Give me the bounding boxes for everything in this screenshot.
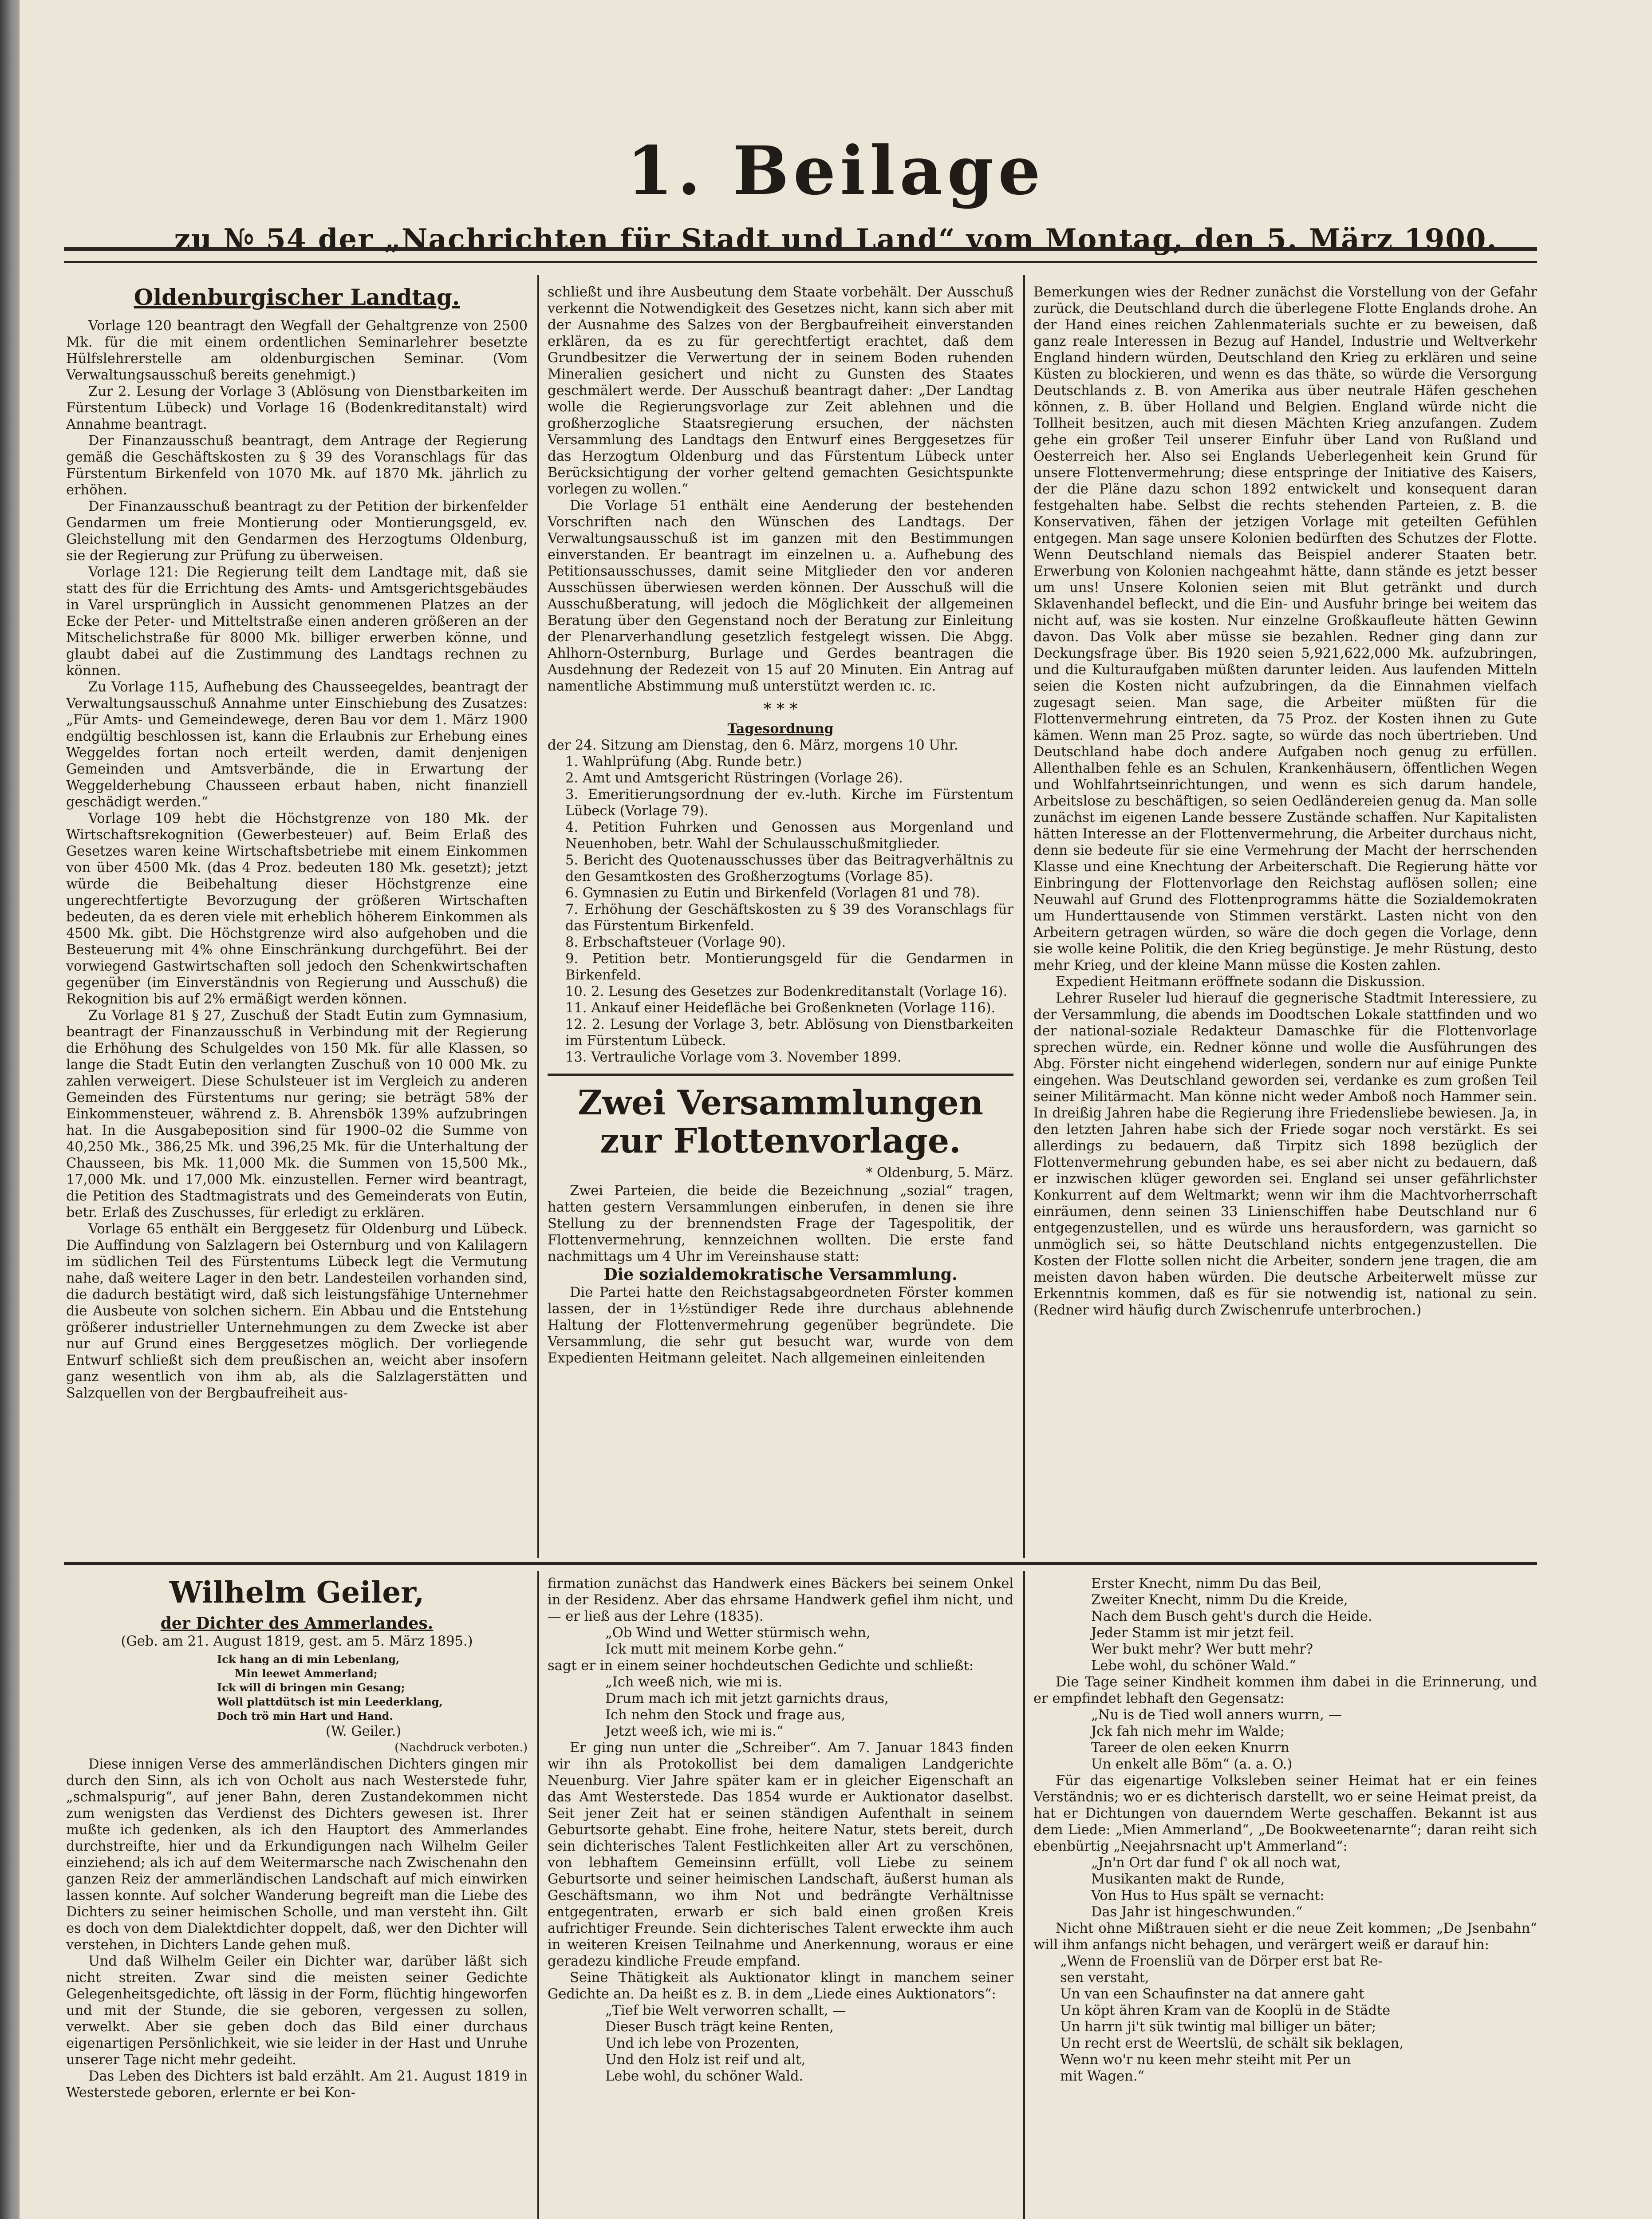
verse-line: Tareer de olen eeken Knurrn [1091, 1740, 1289, 1756]
agenda-item: 12. 2. Lesung der Vorlage 3, betr. Ablösung von Dienstbarkeiten im Fürstentum Lübeck. [565, 1017, 1013, 1049]
verse [1033, 1953, 1537, 2085]
verse [1033, 1855, 1537, 1920]
agenda-item: 3. Emeritierungsordnung der ev.-luth. Kirche im Fürstentum Lübeck (Vorlage 79). [565, 787, 1013, 819]
verse-line: „Ich weeß nich, wie mi is. [605, 1674, 783, 1690]
verse-line: „Wenn de Froensliü van de Dörper erst bat Re- [1060, 1954, 1383, 1969]
article-paragraph: firmation zunächst das Handwerk eines Bäckers bei seinem Onkel in der Residenz. Aber das ehrsame Handwerk gefiel ihm nicht, und — er ließ aus der Lehre (1835). [548, 1576, 1013, 1624]
motto-line: Ick hang an di min Lebenlang, [217, 1653, 400, 1666]
article-paragraph: Er ging nun unter die „Schreiber“. Am 7. Januar 1843 finden wir ihn als Protokollist bei dem damaligen Landgerichte Neuenburg. Vier Jahre später kam er in gleicher Eigenschaft an das Amt Westerstede. Das 1854 wurde er Auktionator daselbst. Seit jener Zeit hat er seinen ständigen Aufenthalt in seinem Geburtsorte gehabt. Eine frohe, heitere Natur, stets bereit, durch sein dichterisches Talent Festlichkeiten aller Art zu verschönen, von lebhaftem Gemeinsinn erfüllt, voll Liebe zu seinem Geburtsorte und seiner heimischen Landschaft, äußerst human als Geschäftsmann, wo ihm Not und bedrängte Verhältnisse entgegentraten, erwarb er sich bald einen großen Kreis aufrichtiger Freunde. Sein dichterisches Talent erweckte ihm auch in weiteren Kreisen Teilnahme und Anerkennung, woraus er eine geradezu kindliche Freude empfand. [548, 1740, 1013, 1969]
dateline: * Oldenburg, 5. März. [866, 1165, 1013, 1181]
agenda-item: 4. Petition Fuhrken und Genossen aus Morgenland und Neuenhoben, betr. Wahl der Schulausschußmitglieder. [565, 820, 1013, 852]
feuilleton-dates: (Geb. am 21. August 1819, gest. am 5. März 1895.) [121, 1634, 473, 1649]
verse-line: mit Wagen.“ [1060, 2069, 1145, 2084]
column-divider [537, 275, 539, 1558]
feuilleton-subheading: der Dichter des Ammerlandes. [160, 1614, 434, 1633]
agenda-item: 11. Ankauf einer Heidefläche bei Großenkneten (Vorlage 116). [565, 1000, 996, 1016]
verse-line: Wenn wo'r nu keen mehr steiht mit Per un [1060, 2052, 1351, 2068]
verse [1033, 1575, 1537, 1674]
article-paragraph: Die Partei hatte den Reichstagsabgeordneten Förster kommen lassen, der in 1½stündiger Rede ihre durchaus ablehnende Haltung der Flottenvermehrung gegenüber begründete. Die Versammlung, die sehr gut besucht war, wurde von dem Expedienten Heitmann geleitet. Nach allgemeinen einleitenden [548, 1285, 1013, 1366]
agenda-item: 1. Wahlprüfung (Abg. Runde betr.) [565, 754, 802, 770]
verse-line: Zweiter Knecht, nimm Du die Kreide, [1091, 1592, 1348, 1608]
agenda-item: 6. Gymnasien zu Eutin und Birkenfeld (Vorlagen 81 und 78). [565, 885, 980, 901]
verse-line: Erster Knecht, nimm Du das Beil, [1091, 1576, 1322, 1591]
verse-line: Drum mach ich mit jetzt garnichts draus, [605, 1691, 889, 1706]
article-paragraph: schließt und ihre Ausbeutung dem Staate vorbehält. Der Ausschuß verkennt die Notwendigkeit des Gesetzes nicht, kann sich aber mit der Ausnahme des Salzes von der Bergbaufreiheit einverstanden erklären, da es zu für gerechtfertigt erachtet, daß dem Grundbesitzer die Verwertung der in seinem Boden ruhenden Mineralien gesichert und nicht zu Gunsten des Staates geschmälert werde. Der Ausschuß beantragt daher: „Der Landtag wolle die Regierungsvorlage zur Zeit ablehnen und die großherzogliche Staatsregierung ersuchen, der nächsten Versammlung des Landtags den Entwurf eines Berggesetzes für das Herzogtum Oldenburg und das Fürstentum Lübeck unter Berücksichtigung der vorher geltend gemachten Gesichtspunkte vorlegen zu wollen.“ [548, 284, 1013, 497]
verse [1033, 1707, 1537, 1773]
motto-signature: (W. Geiler.) [325, 1724, 402, 1739]
article-paragraph: Lehrer Ruseler lud hierauf die gegnerische Stadtmit Interessiere, zu der Versammlung, die abends im Doodtschen Lokale stattfinden und wo der national-soziale Redakteur Damaschke für die Flottenvorlage sprechen würde, ein. Redner könne und wolle die Ausführungen des Abg. Förster nicht eingehend widerlegen, sondern nur auf einige Punkte eingehen. Was Deutschland geworden sei, verdanke es zum großen Teil seiner Militärmacht. Man könne nicht weder Amboß noch Hammer sein. In dreißig Jahren habe die Regierung ihre Friedensliebe bewiesen. Ja, in den letzten Jahren habe sich der Friede sogar noch verstärkt. Es sei allerdings zu bedauern, daß Tirpitz sich 1898 bezüglich der Flottenvermehrung gebunden habe, es sei aber nicht zu bedauern, daß er inzwischen klüger geworden sei. England sei unser gefährlichster Konkurrent auf dem Weltmarkt; wenn wir ihm die Machtvorherrschaft einräumen, denn seinen 33 Linienschiffen habe Deutschland nur 6 entgegenzustellen, und es würde uns herausfordern, was garnicht so unmöglich sei, so hätte Deutschland nichts entgegenzustellen. Die Kosten der Flotte sollen nicht die Arbeiter, sondern jene tragen, die am meisten davon haben würden. Die deutsche Arbeiterwelt müsse zur Erkenntnis kommen, daß es für sie notwendig ist, national zu sein. (Redner wird häufig durch Zwischenrufe unterbrochen.) [1033, 991, 1537, 1318]
article-paragraph: sagt er in einem seiner hochdeutschen Gedichte und schließt: [548, 1658, 974, 1674]
motto-line: Ick will di bringen min Gesang; [217, 1681, 405, 1694]
section-rule [64, 1562, 1537, 1565]
article-paragraph: Für das eigenartige Volksleben seiner Heimat hat er ein feines Verständnis; wo er es dichterisch darstellt, wo er seine Heimat preist, da hat er Dichtungen von dauerndem Werte geschaffen. Bekannt ist aus dem Liede: „Mien Ammerland“, „De Bookweetenarnte“; daran reiht sich ebenbürtig „Neejahrsnacht up't Ammerland“: [1033, 1773, 1537, 1854]
article-paragraph: Vorlage 120 beantragt den Wegfall der Gehaltgrenze von 2500 Mk. für die mit einem ordentlichen Seminarlehrer besetzte Hülfslehrerstelle am oldenburgischen Seminar. (Vom Verwaltungsausschuß bereits genehmigt.) [66, 318, 528, 383]
verse-line: sen verstaht, [1060, 1970, 1149, 1986]
verse-line: Un van een Schaufinster na dat annere gaht [1060, 1986, 1364, 2002]
masthead-subtitle: zu № 54 der „Nachrichten für Stadt und Land“ vom Montag, den 5. März 1900. [174, 223, 1498, 256]
subheading: Die sozialdemokratische Versammlung. [603, 1265, 958, 1284]
motto-line: Woll plattdütsch ist min Leederklang, [217, 1695, 443, 1708]
article-paragraph: Seine Thätigkeit als Auktionator klingt in manchem seiner Gedichte an. Da heißt es z. B. in dem „Liede eines Auktionators“: [548, 1970, 1013, 2002]
motto [66, 1652, 528, 1723]
masthead-rule [64, 247, 1537, 263]
agenda-item: 7. Erhöhung der Geschäftskosten zu § 39 des Voranschlags für das Fürstentum Birkenfeld. [565, 902, 1013, 934]
article-paragraph: Vorlage 65 enthält ein Berggesetz für Oldenburg und Lübeck. Die Auffindung von Salzlagern bei Osternburg und von Kalilagern im südlichen Teil des Fürstentums Lübeck legt die Vermutung nahe, daß weitere Lager in den betr. Landesteilen vorhanden sind, die dadurch bestätigt wird, daß sich leistungsfähige Unternehmer die Ausbeute von solchen sichern. Ein Abbau und die Entstehung größerer industrieller Unternehmungen zu dem Zwecke ist aber nur auf Grund eines Berggesetzes möglich. Der vorliegende Entwurf schließt sich dem preußischen an, weicht aber insofern ganz wesentlich von ihm ab, als die Salzlagerstätten und Salzquellen von der Bergbaufreiheit aus- [66, 1221, 528, 1401]
verse-line: Ick mutt mit meinem Korbe gehn.“ [605, 1642, 844, 1657]
verse-line: Un harrn ji't sük twintig mal billiger un bäter; [1060, 2019, 1376, 2035]
verse-line: Und den Holz ist reif und alt, [605, 2052, 806, 2068]
verse-line: Ich nehm den Stock und frage aus, [605, 1707, 846, 1723]
verse-line: „Nu is de Tied woll anners wurrn, — [1091, 1707, 1342, 1723]
agenda-item: 9. Petition betr. Montierungsgeld für die Gendarmen in Birkenfeld. [565, 951, 1013, 983]
agenda-title: Tagesordnung [727, 721, 834, 737]
article-paragraph: Vorlage 121: Die Regierung teilt dem Landtage mit, daß sie statt des für die Errichtung des Amts- und Amtsgerichtsgebäudes in Varel ursprünglich in Aussicht genommenen Platzes an der Ecke der Peter- und Mitteltstraße einen anderen größeren an der Mitschelichstraße für 8000 Mk. billiger erwerben könne, und glaubt dabei auf die Zustimmung des Landtags rechnen zu können. [66, 565, 528, 679]
verse-line: Jeder Stamm ist mir jetzt feil. [1091, 1625, 1294, 1641]
verse-line: Von Hus to Hus spält se vernacht: [1091, 1888, 1325, 1903]
verse-line: Dieser Busch trägt keine Renten, [605, 2019, 834, 2035]
verse-line: Jck fah nich mehr im Walde; [1091, 1724, 1285, 1739]
verse-line: Un recht erst de Weertslü, de schält sik beklagen, [1060, 2036, 1404, 2051]
feuilleton-column-3 [1033, 1575, 1537, 2219]
article-paragraph: Expedient Heitmann eröffnete sodann die Diskussion. [1056, 974, 1426, 990]
column-divider [1023, 275, 1025, 1558]
verse [548, 2002, 1013, 2085]
article-paragraph: Zwei Parteien, die beide die Bezeichnung „sozial“ tragen, hatten gestern Versammlungen einberufen, in denen sie ihre Stellung zu der brennendsten Frage der Tagespolitik, der Flottenvermehrung, kennzeichnen wollten. Die erste fand nachmittags um 4 Uhr im Vereinshause statt: [548, 1183, 1013, 1264]
motto-line: Doch trö min Hart und Hand. [217, 1710, 393, 1722]
verse [548, 1625, 1013, 1658]
verse-line: Lebe wohl, du schöner Wald.“ [1091, 1658, 1296, 1674]
article-heading: Zwei Versammlungen zur Flottenvorlage. [578, 1083, 983, 1161]
article-paragraph: Bemerkungen wies der Redner zunächst die Vorstellung von der Gefahr zurück, die Deutschland durch die überlegene Flotte Englands drohe. An der Hand eines reichen Zahlenmaterials suchte er zu beweisen, daß ganz reale Interessen in Bezug auf Handel, Industrie und Weltverkehr England hindern würden, Deutschland den Krieg zu erklären und seine Küsten zu blockieren, und wenn es das thäte, so würde die Versorgung Deutschlands z. B. von Amerika aus über neutrale Häfen geschehen können, z. B. über Holland und Belgien. England würde nicht die Tollheit besitzen, auch mit diesen Mächten Krieg anzufangen. Zudem gehe ein großer Teil unserer Einfuhr über Land von Rußland und Oesterreich her. Also sei Englands Ueberlegenheit kein Grund für unsere Flottenvermehrung; diese entspringe der Initiative des Kaisers, der die Pläne dazu schon 1892 entwickelt und konsequent daran festgehalten habe. Selbst die rechts stehenden Parteien, z. B. die Konservativen, fähen der jetzigen Vorlage mit geteilten Gefühlen entgegen. Man sage unsere Kolonien bedürften des Schutzes der Flotte. Wenn Deutschland niemals das Beispiel anderer Staaten betr. Erwerbung von Kolonien nachgeahmt hätte, dann stände es jetzt besser um uns! Unsere Kolonien seien mit Blut getränkt und durch Sklavenhandel befleckt, und die Ein- und Ausfuhr bringe bei weitem das nicht auf, was sie kosten. Nur einzelne Großkaufleute hätten Gewinn davon. Das Volk aber müsse sie bezahlen. Redner ging dann zur Deckungsfrage über. Bis 1920 seien 5,921,622,000 Mk. aufzubringen, und die Kulturaufgaben müßten darunter leiden. Aus laufenden Mitteln seien die Kosten nicht aufzubringen, da die Einnahmen vielfach zugesagt seien. Man sage, die Arbeiter müßten für die Flottenvermehrung eintreten, da 75 Proz. der Kosten ihnen zu Gute kämen. Wenn man 25 Proz. sagte, so würde das noch übertrieben. Und Deutschland habe doch andere Aufgaben noch genug zu erfüllen. Allenthalben fehle es an Schulen, Krankenhäusern, öffentlichen Wegen und Wohlfahrtseinrichtungen, und wenn es sich darum handele, Arbeitslose zu beschäftigen, so seien Oedländereien genug da. Man solle zunächst im eigenen Lande bessere Zustände schaffen. Nur Kapitalisten hätten Interesse an der Flottenvermehrung, die Arbeiter durchaus nicht, denn sie bedeute für sie eine Vermehrung der Macht der herrschenden Klasse und eine Knechtung der Arbeiterschaft. Die Regierung hätte vor Einbringung der Flottenvorlage den Reichstag auflösen sollen; eine Neuwahl auf Grund des Flottenprogramms hätte die Sozialdemokraten um Hunderttausende von Stimmen verstärkt. Lasten nicht von den Arbeitern getragen würden, so wäre die doch gegen die Vorlage, denn sie wolle keine Politik, die den Krieg begünstige. Je mehr Rüstung, desto mehr Krieg, und der kleine Mann müsse die Kosten zahlen. [1033, 284, 1537, 973]
verse-line: „Jn'n Ort dar fund ſ' ok all noch wat, [1091, 1855, 1341, 1871]
masthead [20, 133, 1652, 257]
article-heading: Oldenburgischer Landtag. [134, 284, 460, 310]
article-paragraph: Die Vorlage 51 enthält eine Aenderung der bestehenden Vorschriften nach den Wünschen des Landtags. Der Verwaltungsausschuß ist im ganzen mit den Bestimmungen einverstanden. Er beantragt im einzelnen u. a. Aufhebung des Petitionsausschusses, damit seine Mitglieder den vor anderen Ausschüssen überwiesen werden können. Der Ausschuß will die Ausschußberatung, will jedoch die Möglichkeit der allgemeinen Beratung über den Gegenstand noch der Beratung zur Einleitung der Plenarverhandlung gesetzlich festgelegt wissen. Die Abgg. Ahlhorn-Osternburg, Burlage und Gerdes beantragen die Ausdehnung der Redezeit von 15 auf 20 Minuten. Ein Antrag auf namentliche Abstimmung muß unterstützt werden ɪc. ɪc. [548, 498, 1013, 694]
feuilleton-column [66, 1575, 528, 2219]
verse-line: „Tief bie Welt verworren schallt, — [605, 2003, 846, 2018]
verse-line: Nach dem Busch geht's durch die Heide. [1091, 1609, 1372, 1624]
verse-line: „Ob Wind und Wetter stürmisch wehn, [605, 1625, 871, 1641]
verse-line: Un köpt ähren Kram van de Kooplü in de Städte [1060, 2003, 1391, 2018]
agenda-item: 5. Bericht des Quotenausschusses über das Beitragverhältnis zu den Gesamtkosten des Großherzogtums (Vorlage 85). [565, 853, 1013, 884]
verse-line: Und ich lebe von Prozenten, [605, 2036, 800, 2051]
section-stars: * * * [763, 700, 798, 719]
agenda-item: 13. Vertrauliche Vorlage vom 3. November 1899. [565, 1050, 902, 1065]
article-paragraph: Diese innigen Verse des ammerländischen Dichters gingen mir durch den Sinn, als ich von Ocholt aus nach Westerstede fuhr, „schmalspurig“, auf jener Bahn, deren Zustandekommen nicht zum wenigsten das Verdienst des Dichters gewesen ist. Ihrer mußte ich gedenken, als ich den Hauptort des Ammerlandes durchstreifte, hier und da Erkundigungen nach Wilhelm Geiler einziehend; als ich auf dem Weitermarsche nach Zwischenahn den ganzen Reiz der ammerländischen Landschaft auf mich einwirken lassen konnte. Auf solcher Wanderung begreift man die Liebe des Dichters zu seiner heimischen Scholle, und man versteht ihn. Gilt es doch von dem Dialektdichter doppelt, daß, wer den Dichter will verstehen, in Dichters Lande gehen muß. [66, 1757, 528, 1953]
article-paragraph: Zu Vorlage 115, Aufhebung des Chausseegeldes, beantragt der Verwaltungsausschuß Annahme unter Einschiebung des Zusatzes: „Für Amts- und Gemeindewege, deren Bau vor dem 1. März 1900 endgültig beschlossen ist, kann die Erlaubnis zur Erhebung eines Weggeldes fortan noch erteilt werden, damit denjenigen Gemeinden und Amtsverbände, die in Erwartung der Weggelderhebung Chausseen erbaut haben, nicht finanziell geschädigt werden.“ [66, 679, 528, 810]
article-rule [548, 1071, 1013, 1076]
article-paragraph: Die Tage seiner Kindheit kommen ihm dabei in die Erinnerung, und er empfindet lebhaft den Gegensatz: [1033, 1674, 1537, 1706]
agenda-item: 10. 2. Lesung des Gesetzes zur Bodenkreditanstalt (Vorlage 16). [565, 984, 1008, 999]
column-divider [537, 1571, 539, 2219]
verse-line: Un enkelt alle Böm“ (a. a. O.) [1091, 1757, 1293, 1772]
article-paragraph: Nicht ohne Mißtrauen sieht er die neue Zeit kommen; „De Jsenbahn“ will ihm anfangs nicht behagen, und verärgert weiß er darauf hin: [1033, 1921, 1537, 1953]
feuilleton-column-2 [548, 1575, 1013, 2219]
column-divider [1023, 1571, 1025, 2219]
masthead-title: 1. Beilage [627, 132, 1045, 210]
verse-line: Das Jahr ist hingeschwunden.“ [1091, 1904, 1303, 1920]
flottenvorlage-column [1033, 284, 1537, 1558]
article-paragraph: Der Finanzausschuß beantragt zu der Petition der birkenfelder Gendarmen um freie Montierung oder Montierungsgeld, ev. Gleichstellung mit den Gendarmen des Herzogtums Oldenburg, sie der Regierung zur Prüfung zu überweisen. [66, 499, 528, 564]
landtag-column [66, 284, 528, 1558]
agenda-intro: der 24. Sitzung am Dienstag, den 6. März, morgens 10 Uhr. [548, 738, 958, 753]
article-paragraph: Zur 2. Lesung der Vorlage 3 (Ablösung von Dienstbarkeiten im Fürstentum Lübeck) und Vorlage 16 (Bodenkreditanstalt) wird Annahme beantragt. [66, 384, 528, 432]
landtag-continued-column [548, 284, 1013, 1558]
reprint-note: (Nachdruck verboten.) [394, 1741, 528, 1754]
motto-line: Min leewet Ammerland; [235, 1667, 378, 1680]
verse-line: Jetzt weeß ich, wie mi is.“ [605, 1724, 784, 1739]
article-paragraph: Der Finanzausschuß beantragt, dem Antrage der Regierung gemäß die Geschäftskosten zu § 39 des Voranschlags für das Fürstentum Birkenfeld von 1070 Mk. auf 1870 Mk. jährlich zu erhöhen. [66, 433, 528, 498]
agenda-item: 2. Amt und Amtsgericht Rüstringen (Vorlage 26). [565, 770, 903, 786]
newspaper-page [20, 0, 1652, 2219]
verse-line: Lebe wohl, du schöner Wald. [605, 2069, 804, 2084]
book-binding-edge [0, 0, 20, 2219]
feuilleton-heading: Wilhelm Geiler, [169, 1575, 425, 1610]
article-paragraph: Vorlage 109 hebt die Höchstgrenze von 180 Mk. der Wirtschaftsrekognition (Gewerbesteuer) auf. Beim Erlaß des Gesetzes waren keine Wirtschaftsbetriebe mit einem Einkommen von über 4500 Mk. (das 4 Proz. bedeuten 180 Mk. gesetzt); jetzt würde die Beibehaltung dieser Höchstgrenze eine ungerechtfertigte Bevorzugung der größeren Wirtschaften bedeuten, da es deren viele mit erheblich höherem Einkommen als 4500 Mk. gibt. Die Höchstgrenze wird also aufgehoben und die Besteuerung mit 4% ohne Einschränkung durchgeführt. Bei der vorwiegend Gastwirtschaften soll jedoch den Schenkwirtschaften gegenüber (im Einverständnis von Regierung und Ausschuß) die Rekognition bis auf 2% ermäßigt werden können. [66, 811, 528, 1007]
article-paragraph: Und daß Wilhelm Geiler ein Dichter war, darüber läßt sich nicht streiten. Zwar sind die meisten seiner Gedichte Gelegenheitsgedichte, oft lässig in der Form, flüchtig hingeworfen und mit der Stunde, die sie geboren, vergessen zu sollen, verwelkt. Aber sie geben doch das Bild einer durchaus eigenartigen Persönlichkeit, wie sie leider in der Hast und Unruhe unserer Tage nicht mehr gedeiht. [66, 1954, 528, 2068]
verse [548, 1674, 1013, 1740]
article-paragraph: Das Leben des Dichters ist bald erzählt. Am 21. August 1819 in Westerstede geboren, erlernte er bei Kon- [66, 2069, 528, 2101]
verse-line: Musikanten makt de Runde, [1091, 1872, 1285, 1887]
article-paragraph: Zu Vorlage 81 § 27, Zuschuß der Stadt Eutin zum Gymnasium, beantragt der Finanzausschuß in Verbindung mit der Regierung die Erhöhung des Schulgeldes von 150 Mk. für alle Klassen, so lange die Stadt Eutin den verlangten Zuschuß von 10 000 Mk. zu zahlen verweigert. Diese Schulsteuer ist im Vergleich zu anderen Gemeinden des Fürstentums nur gering; sie beträgt 58% der Einkommensteuer, während z. B. Ahrensbök 139% aufzubringen hat. In die Ausgabeposition sind für 1900–02 die Summe von 40,250 Mk., 386,25 Mk. und 396,25 Mk. für die Unterhaltung der Chausseen, bis Mk. 11,000 Mk. die Summen von 15,500 Mk., 17,000 Mk. und 17,000 Mk. einzustellen. Ferner wird beantragt, die Petition des Stadtmagistrats und des Gemeinderats von Eutin, betr. Erlaß des Zuschusses, für erledigt zu erklären. [66, 1008, 528, 1220]
verse-line: Wer bukt mehr? Wer butt mehr? [1091, 1642, 1313, 1657]
agenda-item: 8. Erbschaftsteuer (Vorlage 90). [565, 935, 786, 950]
